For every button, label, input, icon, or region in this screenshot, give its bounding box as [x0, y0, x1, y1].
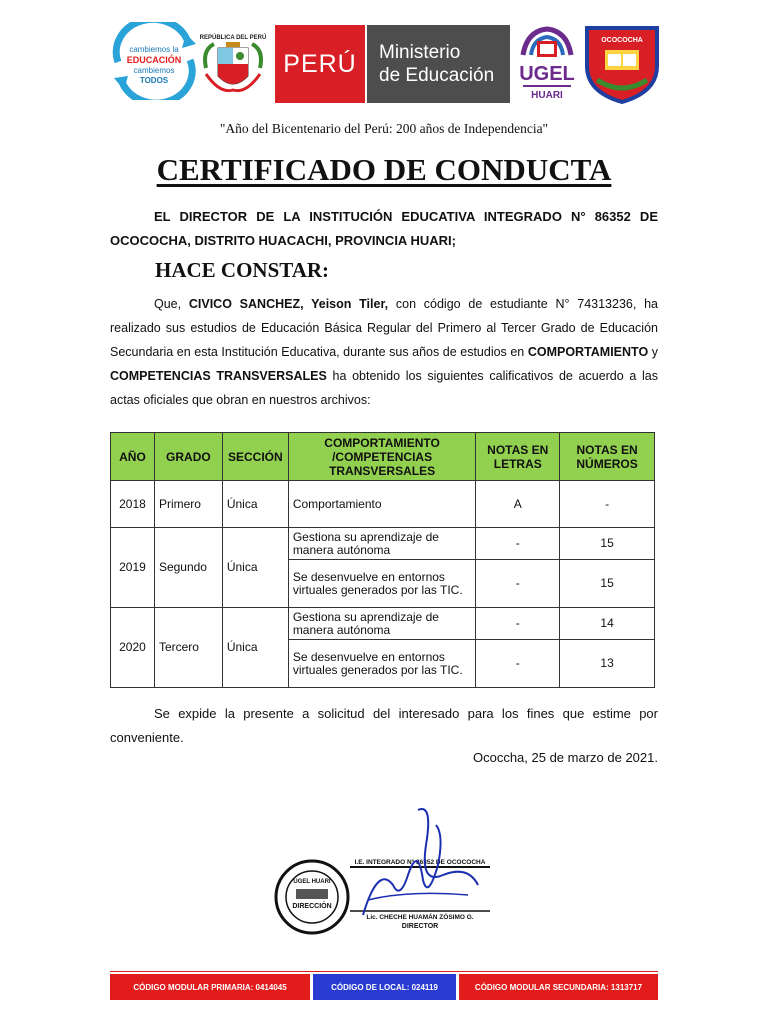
header-grade: GRADO [154, 433, 222, 481]
svg-text:UGEL HUARI: UGEL HUARI [293, 879, 331, 885]
certificate-body: Que, CIVICO SANCHEZ, Yeison Tiler, con código de estudiante N° 74313236, ha realizado sus estudios de Educación Básica Regular del Primero al Tercer Grado de Educación Secundaria en esta Institución Educativa, durante sus años de estudios en COMPORTAMIENTO y COMPETENCIAS TRANSVERSALES ha obtenido los siguientes calificativos de acuerdo a las actas oficiales que obran en nuestros archivos: [110, 297, 659, 407]
year-motto: "Año del Bicentenario del Perú: 200 años de Independencia" [219, 121, 549, 136]
svg-text:UGEL: UGEL [519, 63, 575, 85]
footer-codes [110, 972, 658, 1002]
ugel-logo [513, 25, 581, 105]
closing-statement: Se expide la presente a solicitud del interesado para los fines que estime por conveniente. [110, 706, 658, 745]
table-row: Se desenvuelve en entornos virtuales generados por las TIC. - 13 [111, 640, 655, 688]
svg-text:HUARI: HUARI [531, 90, 563, 101]
header-letter-grade: NOTAS EN LETRAS [476, 433, 560, 481]
signature-stamp [268, 805, 498, 945]
table-row: Se desenvuelve en entornos virtuales generados por las TIC. - 15 [111, 560, 655, 608]
secondary-code: CÓDIGO MODULAR SECUNDARIA: 1313717 [459, 974, 658, 1000]
svg-text:cambiemos: cambiemos [133, 66, 175, 75]
campaign-logo [108, 22, 200, 100]
svg-text:REPÚBLICA DEL PERÚ: REPÚBLICA DEL PERÚ [200, 35, 266, 41]
svg-text:DIRECCIÓN: DIRECCIÓN [292, 903, 332, 910]
svg-text:EDUCACIÓN: EDUCACIÓN [126, 55, 182, 65]
student-name: CIVICO SANCHEZ, Yeison Tiler, [188, 297, 389, 311]
header-number-grade: NOTAS EN NÚMEROS [560, 433, 655, 481]
svg-text:DIRECTOR: DIRECTOR [401, 923, 439, 930]
ministry-brand-block: Ministerio de Educación [367, 25, 510, 103]
table-row: 2019 Segundo Única Gestiona su aprendizaje de manera autónoma - 15 [111, 528, 655, 560]
document-title: CERTIFICADO DE CONDUCTA [156, 152, 612, 187]
hace-constar-heading: HACE CONSTAR: [155, 258, 330, 282]
header-year: AÑO [111, 433, 155, 481]
director-statement: EL DIRECTOR DE LA INSTITUCIÓN EDUCATIVA INTEGRADO N° 86352 DE OCOCOCHA, DISTRITO HUACACHI, PROVINCIA HUARI; [110, 209, 658, 248]
local-code: CÓDIGO DE LOCAL: 024119 [313, 974, 456, 1000]
header-competence: COMPORTAMIENTO /COMPETENCIAS TRANSVERSALES [288, 433, 476, 481]
table-row: 2020 Tercero Única Gestiona su aprendizaje de manera autónoma - 14 [111, 608, 655, 640]
header-section: SECCIÓN [222, 433, 288, 481]
peru-brand-block: PERÚ [275, 25, 365, 103]
svg-text:TODOS: TODOS [139, 76, 169, 85]
svg-text:cambiemos la: cambiemos la [129, 45, 179, 54]
svg-text:I.E. INTEGRADO N° 86352 DE OCO: I.E. INTEGRADO N° 86352 DE OCOCOCHA [354, 859, 486, 866]
table-row: 2018 Primero Única Comportamiento A - [111, 481, 655, 528]
school-crest [583, 22, 661, 104]
grades-table [110, 432, 655, 688]
svg-text:OCOCOCHA: OCOCOCHA [601, 37, 643, 44]
primary-code: CÓDIGO MODULAR PRIMARIA: 0414045 [110, 974, 310, 1000]
svg-text:Lic. CHECHE HUAMÁN ZÓSIMO G.: Lic. CHECHE HUAMÁN ZÓSIMO G. [366, 914, 474, 921]
place-and-date: Ococcha, 25 de marzo de 2021. [472, 750, 658, 765]
peru-coat-of-arms-icon [200, 30, 266, 100]
